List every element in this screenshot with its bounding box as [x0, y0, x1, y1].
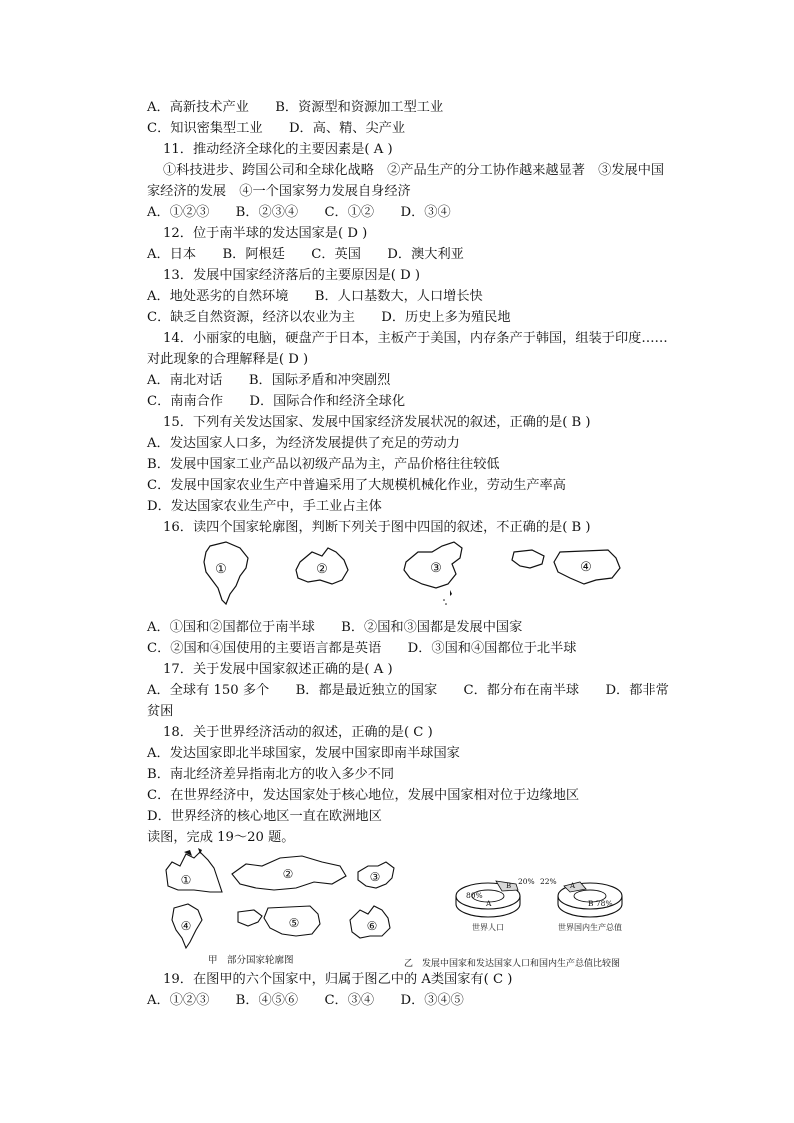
- figure-jia: [162, 848, 402, 952]
- pie1-a-pct: 80%: [466, 891, 483, 900]
- q18-option-a: A．发达国家即北半球国家，发展中国家即南半球国家: [147, 746, 460, 761]
- q16-country-outlines: [196, 538, 636, 608]
- label-1: ①: [215, 562, 227, 577]
- q14-options-ab: A．南北对话 B．国际矛盾和冲突剧烈: [147, 373, 391, 388]
- q15-option-b: B．发展中国家工业产品以初级产品为主，产品价格往往较低: [147, 457, 500, 472]
- figure-yi: [452, 872, 642, 934]
- q19-20-intro: 读图，完成 19～20 题。: [147, 830, 295, 845]
- pie1-b-letter: B: [506, 882, 512, 890]
- q15-option-d: D．发达国家农业生产中，手工业占主体: [147, 499, 382, 514]
- q12-stem: 12．位于南半球的发达国家是( D ): [163, 226, 368, 241]
- q16-options-cd: C．②国和④国使用的主要语言都是英语 D．③国和④国都位于北半球: [147, 641, 577, 656]
- pie1-b-pct: 20%: [518, 877, 535, 886]
- figure-jia-svg: [162, 848, 402, 952]
- pie2-a-pct: 22%: [540, 877, 557, 886]
- q15-option-c: C．发展中国家农业生产中普遍采用了大规模机械化作业，劳动生产率高: [147, 478, 566, 493]
- label-2: ②: [316, 562, 328, 577]
- q11-options: A．①②③ B．②③④ C．①② D．③④: [147, 205, 451, 220]
- dot-islands-2: [445, 603, 447, 605]
- pie2-label: 世界国内生产总值: [558, 923, 622, 932]
- jia-label-4: ④: [180, 919, 192, 933]
- outline-taiwan: [450, 590, 452, 596]
- dot-islands: [443, 599, 445, 601]
- q15-stem: 15．下列有关发达国家、发展中国家经济发展状况的叙述，正确的是( B ): [163, 415, 591, 430]
- pie1-a-letter: A: [486, 899, 492, 908]
- figure-jia-caption: 甲 部分国家轮廓图: [208, 955, 294, 966]
- outline-alaska-jia: [238, 910, 262, 926]
- pie2-a-letter: A: [570, 882, 576, 890]
- q10-options-ab: A．高新技术产业 B．资源型和资源加工型工业: [147, 100, 444, 115]
- q12-options: A．日本 B．阿根廷 C．英国 D．澳大利亚: [147, 247, 464, 262]
- label-3: ③: [430, 561, 442, 576]
- q19-options: A．①②③ B．④⑤⑥ C．③④ D．③④⑤: [147, 993, 464, 1008]
- q17-options: A．全球有 150 多个 B．都是最近独立的国家 C．都分布在南半球 D．都非常: [147, 683, 669, 698]
- q15-option-a: A．发达国家人口多，为经济发展提供了充足的劳动力: [147, 436, 460, 451]
- jia-label-2: ②: [282, 867, 294, 881]
- q11-statements-2: 家经济的发展 ④一个国家努力发展自身经济: [147, 184, 411, 199]
- outline-alaska: [512, 550, 544, 568]
- jia-label-6: ⑥: [366, 919, 378, 933]
- q19-stem: 19．在图甲的六个国家中，归属于图乙中的 A类国家有( C ): [163, 972, 513, 987]
- q18-option-c: C．在世界经济中，发达国家处于核心地位，发展中国家相对位于边缘地区: [147, 788, 580, 803]
- q17-stem: 17．关于发展中国家叙述正确的是( A ): [163, 662, 393, 677]
- label-4: ④: [580, 560, 592, 575]
- q16-options-ab: A．①国和②国都位于南半球 B．②国和③国都是发展中国家: [147, 620, 523, 635]
- jia-label-1: ①: [180, 873, 192, 887]
- figure-yi-svg: [452, 872, 642, 934]
- pie2-b-pct: B 78%: [588, 899, 613, 908]
- figure-yi-caption: 乙 发展中国家和发达国家人口和国内生产总值比较图: [404, 959, 621, 969]
- jia-label-3: ③: [369, 870, 381, 884]
- q11-statements-1: ①科技进步、跨国公司和全球化战略 ②产品生产的分工协作越来越显著 ③发展中国: [163, 163, 665, 178]
- q16-outlines-svg: [196, 538, 636, 608]
- q18-option-b: B．南北经济差异指南北方的收入多少不同: [147, 767, 395, 782]
- q16-stem: 16．读四个国家轮廓图，判断下列关于图中四国的叙述，不正确的是( B ): [163, 520, 591, 535]
- outline-canada: [166, 852, 222, 892]
- q17-options-cont: 贫困: [147, 704, 174, 719]
- q10-options-cd: C．知识密集型工业 D．高、精、尖产业: [147, 121, 406, 136]
- jia-label-5: ⑤: [288, 916, 300, 930]
- q14-stem-2: 对此现象的合理解释是( D ): [147, 352, 309, 367]
- pie1-label: 世界人口: [472, 923, 504, 932]
- q14-options-cd: C．南南合作 D．国际合作和经济全球化: [147, 394, 406, 409]
- q13-stem: 13．发展中国家经济落后的主要原因是( D ): [163, 268, 421, 283]
- q14-stem-1: 14．小丽家的电脑，硬盘产于日本，主板产于美国，内存条产于韩国，组装于印度……: [163, 331, 668, 346]
- q18-option-d: D．世界经济的核心地区一直在欧洲地区: [147, 809, 382, 824]
- q18-stem: 18．关于世界经济活动的叙述，正确的是( C ): [163, 725, 433, 740]
- q11-stem: 11．推动经济全球化的主要因素是( A ): [163, 142, 393, 157]
- q13-options-cd: C．缺乏自然资源，经济以农业为主 D．历史上多为殖民地: [147, 310, 511, 325]
- q13-options-ab: A．地处恶劣的自然环境 B．人口基数大，人口增长快: [147, 289, 483, 304]
